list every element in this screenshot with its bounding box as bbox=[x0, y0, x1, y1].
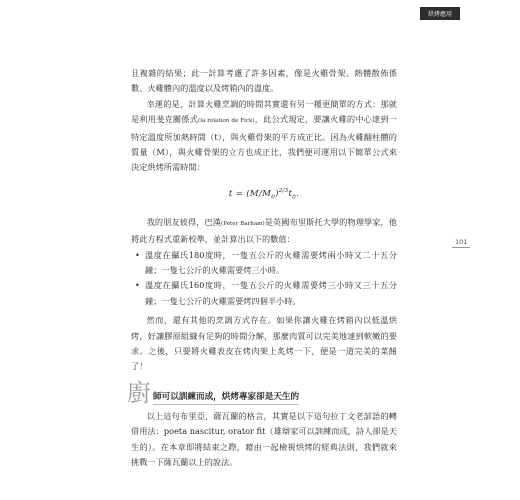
section-heading bbox=[127, 378, 397, 407]
section-drop-char: 廚 bbox=[127, 378, 151, 407]
page-number: 101 bbox=[452, 238, 470, 248]
paragraph-saying: 以上這句布里亞，薩瓦蘭的格言，其實是以下這句拉丁文老諺語的轉借用法：poeta nascitur, orator fit（雄辯家可以訓練而成，詩人卻是天生的）。在本章即將結束之際，藉由一起檢視烘烤的經典法則，我們就來挑戰一下薩瓦蘭以上的說法。 bbox=[131, 410, 397, 468]
paragraph-fick bbox=[131, 97, 397, 176]
formula-main: t = (M/M bbox=[228, 188, 272, 199]
paragraph-fick-text-b: ，此公式規定，要讓火雞的中心達到一特定溫度所加熱時間（t），與火雞骨架的平方成正比。因為火雞翻柱體的質量（M），與火雞骨架的立方也成正比，我們便可運用以下簡單公式來決定烘烤所需時間： bbox=[131, 114, 397, 173]
roasting-time-formula bbox=[131, 184, 397, 206]
page-content bbox=[127, 66, 397, 471]
formula-close: ) bbox=[275, 188, 279, 199]
paragraph-fick-text-a: 幸運的是，計算火雞烹調的時間其實還有另一種更簡單的方式：那就是利用斐克關係式 bbox=[131, 98, 397, 125]
list-item bbox=[135, 278, 397, 309]
formula-sub-t0: 0 bbox=[292, 194, 297, 201]
paragraph-low-temp: 然而，還有其他的烹調方式存在。如果你讓火雞在烤箱內以低溫烘烤，好讓膠原組織有足夠的時間分解，那麼肉質可以完美地達到軟嫩的要求。之後，只要將火雞表皮在烤肉架上炙烤一下，便是一道完美的菜餚了！ bbox=[131, 315, 397, 372]
section-title: 師可以訓練而成，烘烤專家卻是天生的 bbox=[153, 391, 299, 405]
paragraph-barham bbox=[131, 215, 397, 248]
formula-end: . bbox=[296, 188, 300, 199]
barham-latin-name: (Peter Barham) bbox=[221, 220, 265, 227]
bullet-icon: • bbox=[135, 280, 140, 291]
formula-exponent: 2/3 bbox=[278, 187, 289, 194]
list-item bbox=[135, 248, 397, 279]
list-item-text: 溫度在攝氏180度時，一隻五公斤的火雞需要烤兩小時又二十五分鐘；一隻七公斤的火雞需要烤三小時。 bbox=[145, 249, 397, 276]
formula-sub-m0: 0 bbox=[271, 194, 276, 201]
paragraph-intro: 且複雜的結果；此一計算考慮了許多因素，像是火雞骨架、熱體散佈係數、火雞體內的溫度以及烤箱內的溫度。 bbox=[131, 68, 397, 94]
formula-t: t bbox=[288, 188, 293, 199]
list-item-text: 溫度在攝氏160度時，一隻五公斤的火雞需要烤三小時又三十五分鐘；一隻七公斤的火雞需要烤四個半小時。 bbox=[145, 280, 397, 306]
paragraph-barham-text-b: 是英國布里斯托大學的物理學家，他將此方程式重新校準，並計算出以下的數值： bbox=[131, 216, 397, 245]
paragraph-barham-text-a: 我的朋友彼得，巴漢 bbox=[146, 216, 222, 227]
bullet-icon: • bbox=[135, 249, 140, 260]
chapter-header-tab: 烘烤應用 bbox=[420, 7, 460, 20]
fick-latin-term: (la relation de Fick) bbox=[198, 118, 255, 125]
roasting-times-list bbox=[131, 248, 397, 310]
